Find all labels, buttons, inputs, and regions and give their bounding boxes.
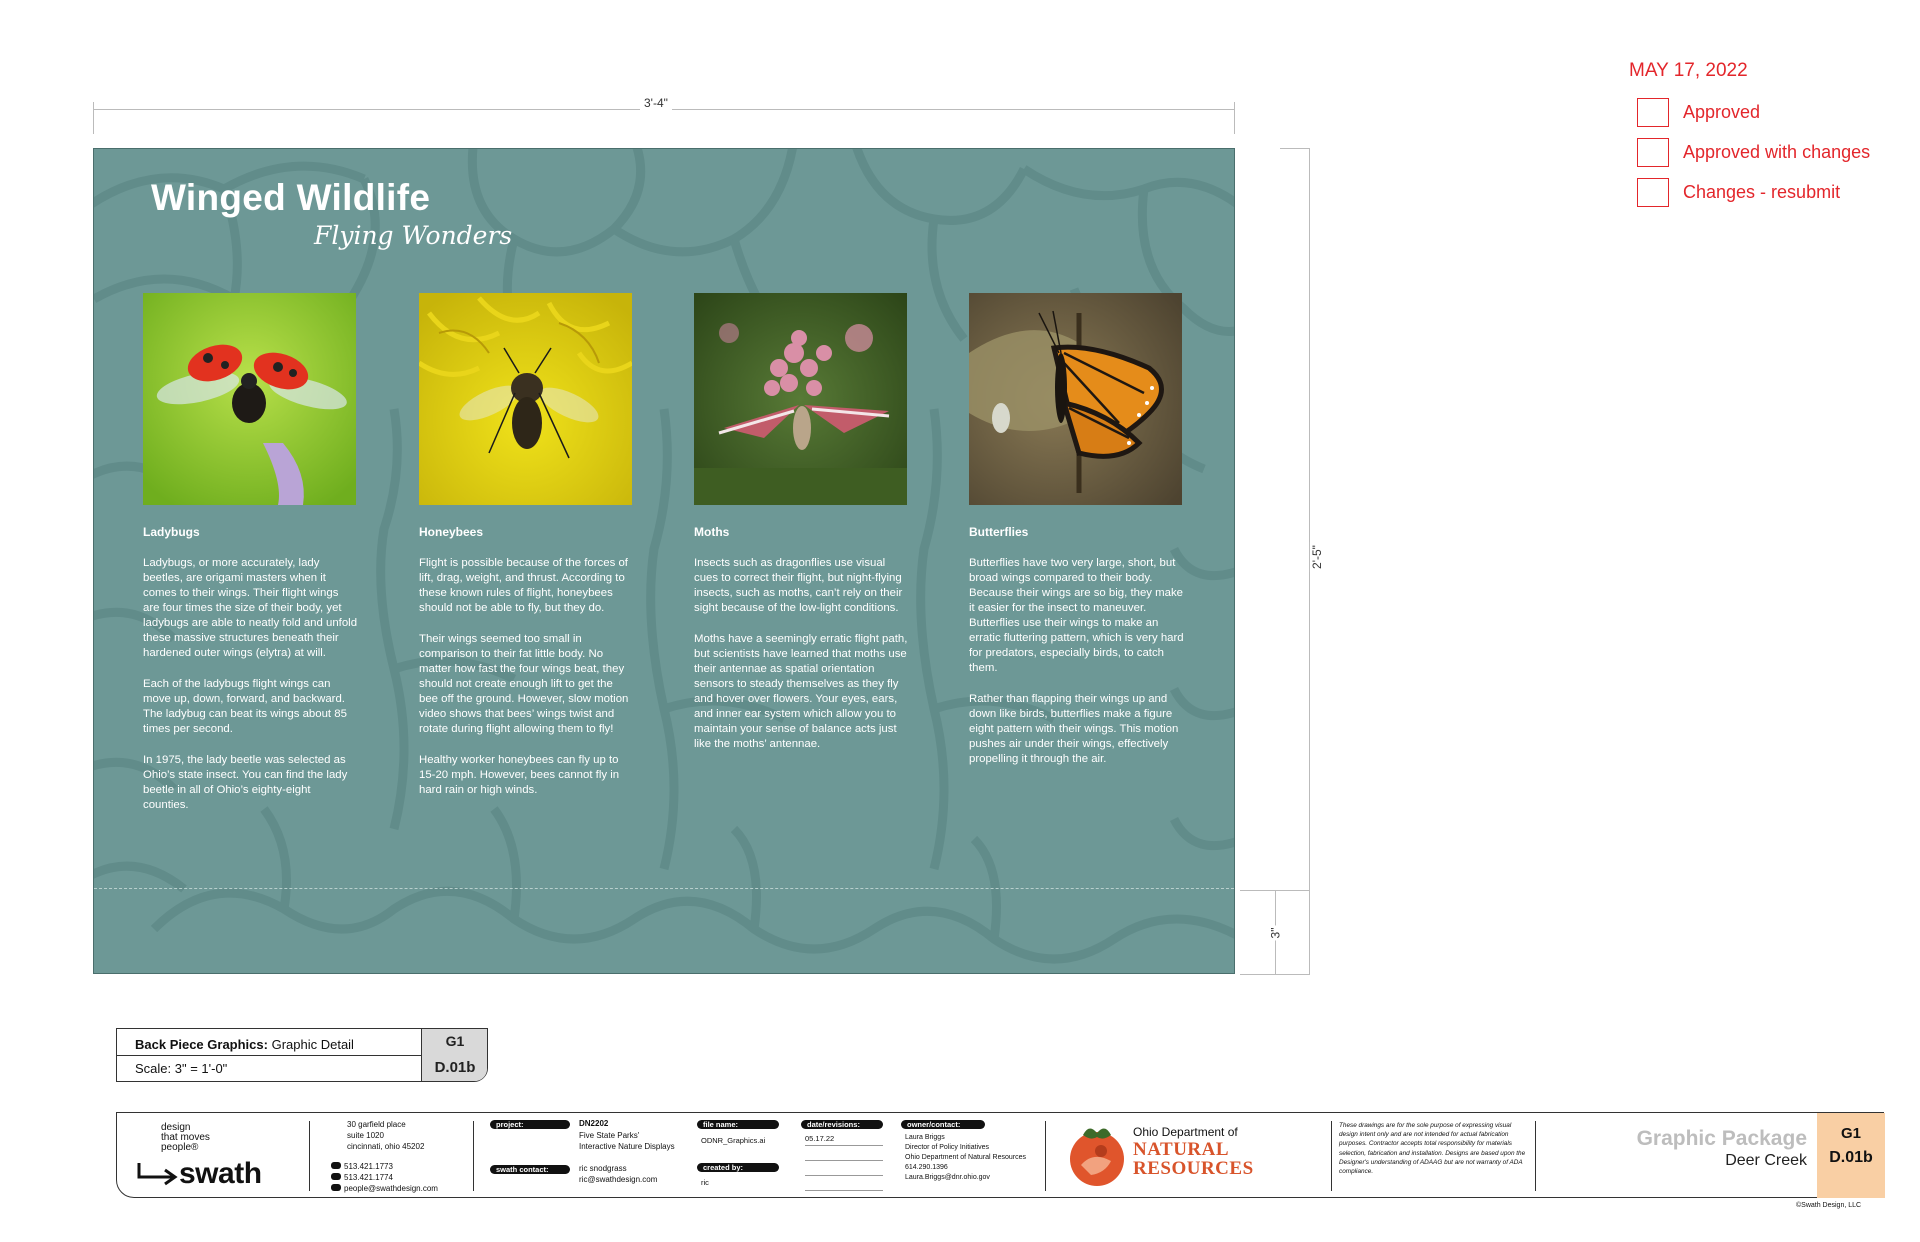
base-dimension-label: 3" [1268,927,1283,939]
moths-heading: Moths [694,525,730,539]
ladybugs-paragraph: Ladybugs, or more accurately, lady beetles, are origami masters when it comes to their wings. Their flight wings are four times the size of their body, yet ladybugs are able to neatly fold and unfold these massive structures beneath their hardened outer wings (elytra) at will. [143,557,358,659]
butterflies-heading: Butterflies [969,525,1029,539]
fax-icon [331,1173,341,1180]
swath-contact-label: swath contact: [490,1165,570,1174]
changes-resubmit-option[interactable] [1637,178,1840,207]
owner-contact-label: owner/contact: [901,1120,985,1129]
honeybees-paragraph: Their wings seemed too small in comparison to their fat little body. No matter how fast the four wings beat, they should not create enough lift to get the bee off the ground. However, slow motion video shows that bees’ wings twist and rotate during flight allowing them to fly! [419,633,629,735]
panel-title: Winged Wildlife [151,177,431,218]
odnr-logo-icon [1065,1121,1129,1187]
project-label: project: [490,1120,570,1129]
swath-arrow-icon [135,1161,181,1187]
ladybug-photo [143,293,356,505]
created-by-label: created by: [697,1163,779,1172]
panel-subtitle: Flying Wonders [314,221,513,250]
sheet-code [421,1029,487,1081]
package-code [1817,1113,1885,1198]
drawing-footer [116,1112,1884,1198]
honeybee-photo [419,293,632,505]
tagline: design that moves people® [161,1122,210,1153]
owner-contact: Laura Briggs Director of Policy Initiatives Ohio Department of Natural Resources 614.290.1396 Laura.Briggs@dnr.ohio.gov [905,1134,1026,1181]
honeybees-column [419,293,634,798]
honeybees-heading: Honeybees [419,525,484,539]
moth-photo [694,293,907,505]
package-location: Deer Creek [1725,1152,1807,1169]
sheet-code-top: G1 [445,1033,465,1049]
moths-column [694,293,909,752]
odnr-name: NATURAL RESOURCES [1133,1139,1254,1179]
height-dimension-label: 2'-5" [1310,542,1324,572]
date-revisions-label: date/revisions: [801,1120,883,1129]
width-dimension-label: 3'-4" [640,96,672,110]
package-title: Graphic Package [1636,1127,1807,1150]
address: 30 garfield place suite 1020 cincinnati, ohio 45202 [347,1120,425,1151]
swath-logo: swath [179,1157,262,1190]
approved-with-changes-checkbox[interactable] [1637,138,1669,167]
graphic-panel [93,148,1235,974]
base-cut-line [94,888,1234,889]
file-name: ODNR_Graphics.ai [701,1136,766,1145]
moths-paragraph: Insects such as dragonflies use visual cues to correct their flight, but night-flying insects, such as moths, can’t rely on their sight because of the low-light conditions. [694,557,903,614]
package-code-top: G1 [1840,1125,1861,1142]
changes-resubmit-label: Changes - resubmit [1683,182,1841,202]
email-icon [331,1184,341,1191]
ladybugs-column [143,293,358,813]
butterflies-paragraph: Rather than flapping their wings up and down like birds, butterflies make a figure eight pattern with their wings. This motion pushes air under their wings, effectively propelling it through the air. [969,693,1179,765]
odnr-top: Ohio Department of [1133,1125,1238,1139]
butterflies-paragraph: Butterflies have two very large, short, but broad wings compared to their body. Because their wings are so big, they make it easier for the insect to maneuver. Butterflies use their wings to make an erratic fluttering pattern, which is very hard for predators, especially birds, to catch them. [969,557,1184,674]
sheet-scale: Scale: 3" = 1'-0" [135,1061,228,1076]
phone-icon [331,1162,341,1169]
sheet-code-bottom: D.01b [434,1059,476,1076]
approved-with-changes-label: Approved with changes [1683,142,1871,162]
contact-info: 513.421.1773 513.421.1774 people@swathdesign.com [331,1161,438,1194]
butterflies-column [969,293,1184,767]
approved-label: Approved [1683,102,1761,122]
ladybugs-heading: Ladybugs [143,525,200,539]
date: 05.17.22 [805,1134,835,1143]
approved-with-changes-option[interactable] [1637,138,1870,167]
package-code-bottom: D.01b [1829,1149,1873,1166]
project-name: Five State Parks' Interactive Nature Displays [579,1131,675,1151]
approved-option[interactable] [1637,98,1760,127]
approved-checkbox[interactable] [1637,98,1669,127]
honeybees-paragraph: Flight is possible because of the forces of lift, drag, weight, and thrust. According to these known rules of flight, honeybees should not be able to fly, but they do. [419,557,628,614]
file-name-label: file name: [697,1120,779,1129]
ladybugs-paragraph: In 1975, the lady beetle was selected as Ohio’s state insect. You can find the lady beetle in all of Ohio’s eighty-eight counties. [143,754,348,811]
copyright: ©Swath Design, LLC [1796,1202,1862,1209]
honeybees-paragraph: Healthy worker honeybees can fly up to 15-20 mph. However, bees cannot fly in hard rain or high winds. [419,754,620,796]
sheet-title-block [116,1028,488,1082]
swath-contact: ric snodgrass ric@swathdesign.com [579,1164,658,1184]
created-by: ric [701,1178,709,1187]
ladybugs-paragraph: Each of the ladybugs flight wings can move up, down, forward, and backward. The ladybug can beat its wings about 85 times per second. [143,678,347,735]
changes-resubmit-checkbox[interactable] [1637,178,1669,207]
moths-paragraph: Moths have a seemingly erratic flight path, but scientists have learned that moths use their antennae as spatial orientation sensors to steady themselves as they fly and hover over flowers. Your eyes, ears, and inner ear system which allow you to maintain your sense of balance acts just like the moths’ antennae. [694,633,908,750]
disclaimer: These drawings are for the sole purpose of expressing visual design intent only and are not intended for actual fabrication purposes. Contractor accepts total responsibility for materials selection, fabrication and installation. Designs are based upon the Designer's understanding of ADAAG but are not warranty of ADA compliance. [1339,1122,1526,1176]
butterfly-photo [969,293,1182,505]
sheet-title: Back Piece Graphics: Graphic Detail [135,1037,354,1052]
project-number: DN2202 [579,1119,609,1128]
approval-date: MAY 17, 2022 [1629,60,1748,81]
